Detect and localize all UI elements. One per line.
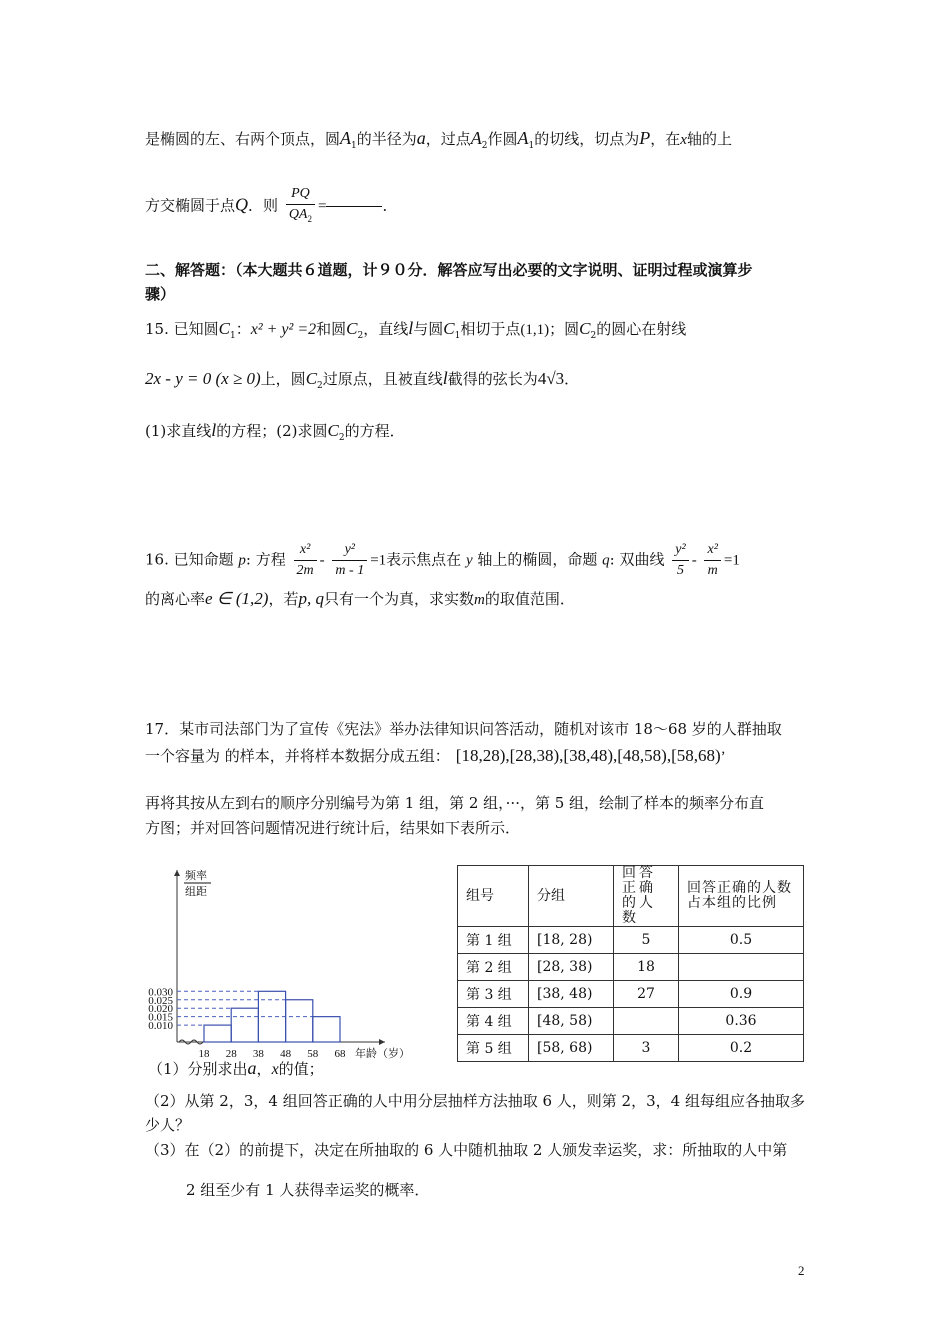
frequency-histogram xyxy=(140,860,440,1060)
p14-line1: 是椭圆的左、右两个顶点，圆$A_1$的半径为a，过点$A_2$作圆$A_1$的切线，切点为P，在x轴的上 xyxy=(145,128,732,151)
section-heading-cont: 骤） xyxy=(145,285,176,303)
p17-q3-cont: 2 组至少有 1 人获得幸运奖的概率． xyxy=(186,1181,430,1199)
table-row: 第 3 组 [38, 48) 27 0.9 xyxy=(458,981,804,1008)
y-tick-label: 0.025 xyxy=(148,994,173,1007)
p15-line1: 15. 已知圆$C_1$：x² + y² =2和圆$C_2$，直线l与圆$C_1$相切于点(1,1)；圆$C_2$的圆心在射线 xyxy=(145,318,687,341)
y-tick-label: 0.010 xyxy=(148,1020,173,1033)
histogram-bar xyxy=(286,1000,313,1042)
p17-line4: 方图；并对回答问题情况进行统计后，结果如下表所示． xyxy=(145,819,521,837)
p16-line2: 的离心率e ∈ (1,2)，若p, q只有一个为真，求实数m的取值范围． xyxy=(145,589,575,608)
x-axis-label: 年龄（岁） xyxy=(355,1047,410,1060)
p15-line3: (1)求直线l的方程；(2)求圆$C_2$的方程． xyxy=(145,420,405,443)
y-axis-label-bottom: 组距 xyxy=(185,885,207,898)
table-row: 第 4 组 [48, 58) 0.36 xyxy=(458,1008,804,1035)
x-tick-label: 68 xyxy=(334,1048,346,1060)
histogram-bar xyxy=(313,1017,340,1042)
table-header-cell: 分组 xyxy=(529,866,614,927)
x-axis-arrow xyxy=(379,1039,385,1045)
x-tick-label: 28 xyxy=(225,1048,237,1060)
table-header-cell: 回答正确的人数占本组的比例 xyxy=(679,866,804,927)
p14-line2: 方交椭圆于点Q．则 $\frac{PQ}{QA_2}$ = ． xyxy=(145,184,397,229)
table-row: 第 2 组 [28, 38) 18 xyxy=(458,954,804,981)
page-number: 2 xyxy=(798,1263,805,1278)
y-tick-label: 0.015 xyxy=(148,1011,173,1024)
p15-line2: 2x - y = 0 (x ≥ 0)上，圆$C_2$过原点，且被直线l截得的弦长为4√3． xyxy=(145,368,580,391)
x-tick-label: 58 xyxy=(307,1048,319,1060)
y-tick-label: 0.030 xyxy=(148,986,173,999)
table-header-row xyxy=(458,866,804,927)
x-tick-label: 48 xyxy=(280,1048,292,1060)
y-tick-label: 0.020 xyxy=(148,1003,173,1016)
p17-line1: 17．某市司法部门为了宣传《宪法》举办法律知识问答活动，随机对该市 18～68 岁的人群抽取 xyxy=(145,720,782,738)
histogram-bar xyxy=(204,1025,231,1042)
histogram-bar xyxy=(231,1008,258,1042)
table-row: 第 5 组 [58, 68) 3 0.2 xyxy=(458,1035,804,1062)
x-tick-label: 38 xyxy=(252,1048,264,1060)
y-axis-arrow xyxy=(174,870,180,876)
p17-q2-cont: 少人？ xyxy=(145,1116,191,1134)
p17-q3: （3）在（2）的前提下，决定在所抽取的 6 人中随机抽取 2 人颁发幸运奖，求：所抽取的人中第 xyxy=(145,1141,788,1159)
p17-q2: （2）从第 2，3，4 组回答正确的人中用分层抽样方法抽取 6 人，则第 2，3，4 组每组应各抽取多 xyxy=(145,1092,805,1110)
x-tick-label: 18 xyxy=(198,1048,210,1060)
y-axis-label-top: 频率 xyxy=(185,869,207,882)
ratio-fraction: $\frac{PQ}{QA_2}$ xyxy=(286,184,315,229)
p17-q1: （1）分别求出a，x的值； xyxy=(148,1058,324,1078)
results-table xyxy=(457,865,804,1062)
table-header-cell: 回答正确的人数 xyxy=(614,866,679,927)
p17-line2: 一个容量为 的样本，并将样本数据分成五组： [18,28),[28,38),[38,48),[48,58),[58,68)’ xyxy=(145,746,726,765)
table-header-cell: 组号 xyxy=(458,866,529,927)
p16-line1: 16. 已知命题 p: 方程 $\frac{\text{x²}}{2m}$ - $\frac{\text{y²}}{m - 1}$ =1表示焦点在 y 轴上的椭圆，命题 q: 双曲线 $\frac{\text{y²}}{5}$ - $\frac{\text{x²}}{m}$ =1 xyxy=(145,542,740,578)
answer-blank xyxy=(326,206,382,207)
table-row: 第 1 组 [18, 28) 5 0.5 xyxy=(458,927,804,954)
section-heading: 二、解答题：（本大题共６道题，计９０分．解答应写出必要的文字说明、证明过程或演算步 xyxy=(145,261,753,279)
p17-line3: 再将其按从左到右的顺序分别编号为第 1 组，第 2 组，···，第 5 组，绘制了样本的频率分布直 xyxy=(145,794,765,812)
